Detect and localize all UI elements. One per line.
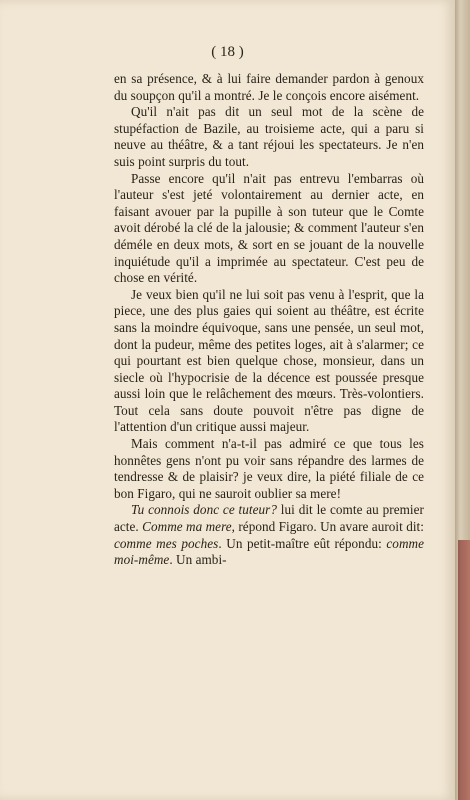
paragraph xyxy=(114,502,424,568)
page-body-text xyxy=(114,71,424,569)
italic-text: Comme ma mere xyxy=(142,519,232,535)
text-segment: , répond Figaro. Un avare auroit dit: xyxy=(231,519,424,535)
paragraph xyxy=(114,104,424,170)
paragraph xyxy=(114,436,424,502)
paragraph xyxy=(114,171,424,287)
text-segment: . Un petit-maître eût répondu: xyxy=(218,535,387,551)
paragraph xyxy=(114,287,424,436)
text-segment: . Un ambi- xyxy=(169,552,227,568)
book-binding-edge xyxy=(458,540,470,800)
italic-text: comme moi-même xyxy=(114,535,425,568)
text-segment: lui dit le comte au premier acte. xyxy=(114,502,424,535)
text-segment: Passe encore qu'il n'ait pas entrevu l'embarras où l'auteur s'est jeté volontairement au dernier acte, en faisant avouer par la pupille à son tuteur que le Comte avoit dérobé la clé de la jalousie; & comment l'auteur s'en déméle en deux mots, & sort en se jouant de la nouvelle inquiétude qu'il a imprimée au spectateur. C'est peu de chose en vérité. xyxy=(114,170,424,286)
page-number: ( 18 ) xyxy=(211,44,244,60)
text-segment: en sa présence, & à lui faire demander pardon à genoux du soupçon qu'il a montré. Je le conçois encore aisément. xyxy=(114,71,424,103)
text-segment: Je veux bien qu'il ne lui soit pas venu à l'esprit, que la piece, une des plus gaies qui soient au théâtre, est écrite sans la moindre équivoque, sans une pensée, un seul mot, dont la pudeur, même des petites loges, ait à s'alarmer; ce qui pourtant est bien quelque chose, monsieur, dans un siecle où l'hypocrisie de la décence est poussée presque aussi loin que le relâchement des mœurs. Très-volontiers. Tout cela sans doute pouvoit n'être pas digne de l'attention d'un critique aussi majeur. xyxy=(114,286,424,435)
paragraph xyxy=(114,71,424,104)
text-segment: Qu'il n'ait pas dit un seul mot de la scène de stupéfaction de Bazile, au troisieme acte, qui a paru si neuve au théâtre, & a tant réjoui les spectateurs. Je n'en suis point surpris du tout. xyxy=(114,104,424,169)
italic-text: Tu connois donc ce tuteur? xyxy=(131,502,277,518)
text-segment: Mais comment n'a-t-il pas admiré ce que tous les honnêtes gens n'ont pu voir sans répandre des larmes de tendresse & de plaisir? je veux dire, la piété filiale de ce bon Figaro, qui ne sauroit oublier sa mere! xyxy=(114,436,424,501)
italic-text: comme mes poches xyxy=(114,535,219,551)
